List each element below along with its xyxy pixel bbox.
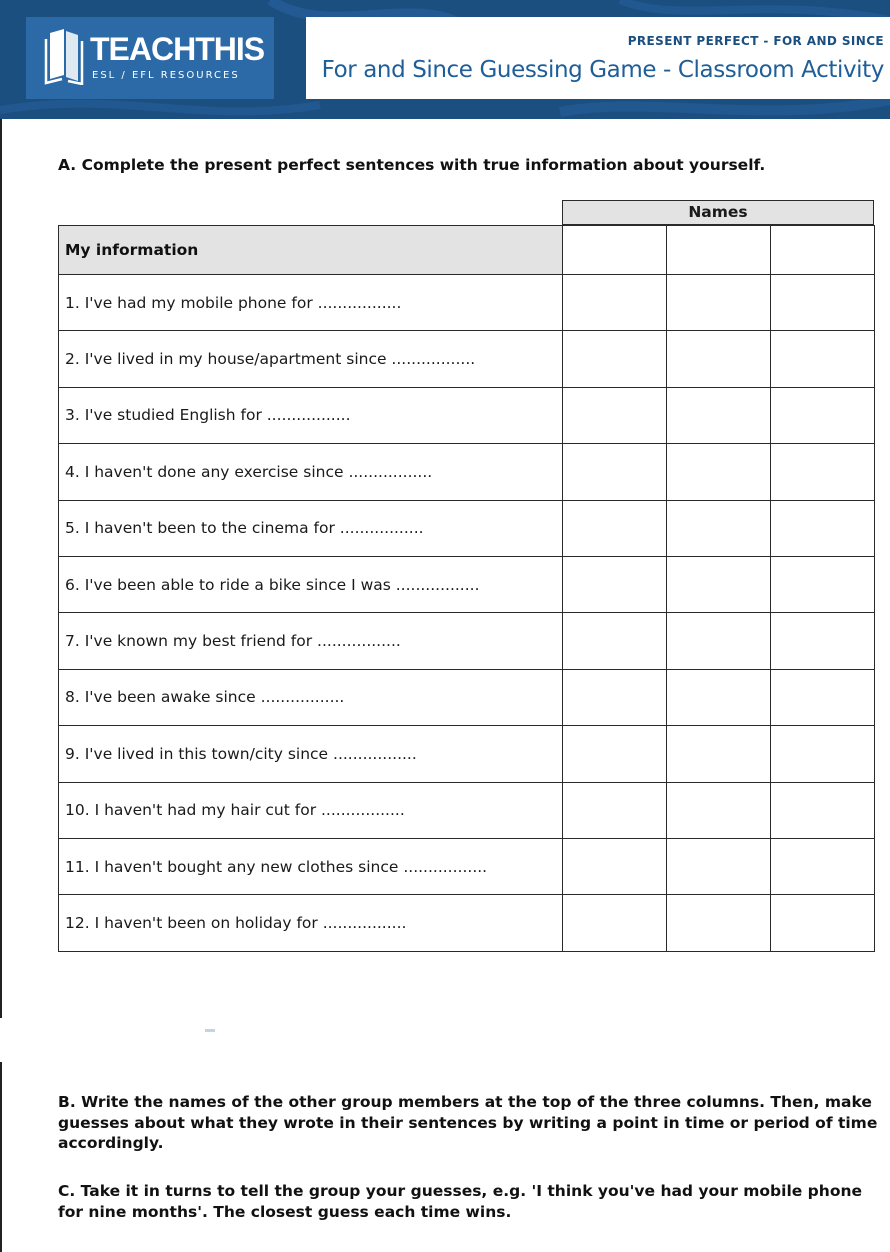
left-margin-rule: [0, 119, 2, 1018]
guess-cell[interactable]: [667, 782, 771, 838]
sentence-cell[interactable]: 10. I haven't had my hair cut for .................: [59, 782, 563, 838]
guess-cell[interactable]: [771, 838, 875, 894]
guess-cell[interactable]: [667, 895, 771, 951]
guess-cell[interactable]: [563, 838, 667, 894]
name-input-cell[interactable]: [563, 226, 667, 275]
guess-cell[interactable]: [771, 444, 875, 500]
sentence-cell[interactable]: 5. I haven't been to the cinema for .................: [59, 500, 563, 556]
guess-cell[interactable]: [667, 387, 771, 443]
left-margin-rule: [0, 1062, 2, 1252]
guess-cell[interactable]: [771, 782, 875, 838]
topic-kicker: PRESENT PERFECT - FOR AND SINCE: [627, 34, 884, 48]
table-row: [59, 838, 875, 894]
guess-cell[interactable]: [667, 556, 771, 612]
guess-cell[interactable]: [667, 669, 771, 725]
table-row: [59, 275, 875, 331]
page-title: For and Since Guessing Game - Classroom Activity: [321, 57, 884, 83]
guess-cell[interactable]: [771, 500, 875, 556]
table-row: [59, 782, 875, 838]
guess-cell[interactable]: [563, 444, 667, 500]
scan-artifact: [205, 1029, 215, 1032]
guess-cell[interactable]: [667, 331, 771, 387]
guess-cell[interactable]: [771, 726, 875, 782]
guess-cell[interactable]: [563, 669, 667, 725]
my-information-header: My information: [59, 226, 563, 275]
sentence-cell[interactable]: 6. I've been able to ride a bike since I was .................: [59, 556, 563, 612]
instruction-b: B. Write the names of the other group members at the top of the three columns. Then, make guesses about what they wrote in their sentences by writing a point in time or period of time accordingly.: [58, 1093, 878, 1152]
sentence-cell[interactable]: 9. I've lived in this town/city since .................: [59, 726, 563, 782]
teachthis-logo[interactable]: [26, 17, 274, 99]
guess-cell[interactable]: [771, 613, 875, 669]
guess-cell[interactable]: [563, 387, 667, 443]
guess-cell[interactable]: [563, 500, 667, 556]
sentence-cell[interactable]: 12. I haven't been on holiday for .................: [59, 895, 563, 951]
guess-cell[interactable]: [771, 387, 875, 443]
guess-cell[interactable]: [771, 556, 875, 612]
name-input-cell[interactable]: [667, 226, 771, 275]
sentence-cell[interactable]: 3. I've studied English for .................: [59, 387, 563, 443]
guess-cell[interactable]: [563, 895, 667, 951]
guess-cell[interactable]: [563, 613, 667, 669]
table-row: [59, 613, 875, 669]
table-row: [59, 726, 875, 782]
sentence-cell[interactable]: 11. I haven't bought any new clothes since .................: [59, 838, 563, 894]
names-column-header: Names: [562, 200, 874, 225]
guess-cell[interactable]: [667, 613, 771, 669]
instruction-a: A. Complete the present perfect sentences with true information about yourself.: [58, 156, 766, 174]
name-input-cell[interactable]: [771, 226, 875, 275]
guess-cell[interactable]: [771, 331, 875, 387]
guess-cell[interactable]: [563, 275, 667, 331]
table-row: [59, 331, 875, 387]
guess-cell[interactable]: [667, 838, 771, 894]
guess-cell[interactable]: [563, 556, 667, 612]
guess-cell[interactable]: [771, 275, 875, 331]
header-banner: [0, 0, 890, 119]
guess-cell[interactable]: [563, 726, 667, 782]
guess-cell[interactable]: [667, 275, 771, 331]
guess-cell[interactable]: [563, 331, 667, 387]
table-row: [59, 895, 875, 951]
sentence-cell[interactable]: 2. I've lived in my house/apartment since .................: [59, 331, 563, 387]
sentence-cell[interactable]: 7. I've known my best friend for .................: [59, 613, 563, 669]
sentence-cell[interactable]: 8. I've been awake since .................: [59, 669, 563, 725]
logo-wordmark: TEACHTHIS: [90, 31, 265, 67]
table-row: [59, 444, 875, 500]
table-row: [59, 500, 875, 556]
sentence-cell[interactable]: 4. I haven't done any exercise since .................: [59, 444, 563, 500]
sentence-cell[interactable]: 1. I've had my mobile phone for .................: [59, 275, 563, 331]
guess-cell[interactable]: [667, 444, 771, 500]
title-panel: [306, 17, 890, 99]
logo-tagline: ESL / EFL RESOURCES: [92, 70, 240, 81]
table-row: [59, 669, 875, 725]
table-header-row: [59, 226, 875, 275]
instruction-c: C. Take it in turns to tell the group your guesses, e.g. 'I think you've had your mobile phone for nine months'. The closest guess each time wins.: [58, 1182, 863, 1221]
guess-cell[interactable]: [667, 726, 771, 782]
guess-cell[interactable]: [563, 782, 667, 838]
book-logo-icon: [44, 29, 84, 85]
information-table: [58, 225, 875, 952]
table-row: [59, 387, 875, 443]
guess-cell[interactable]: [771, 895, 875, 951]
table-row: [59, 556, 875, 612]
guess-cell[interactable]: [667, 500, 771, 556]
guess-cell[interactable]: [771, 669, 875, 725]
